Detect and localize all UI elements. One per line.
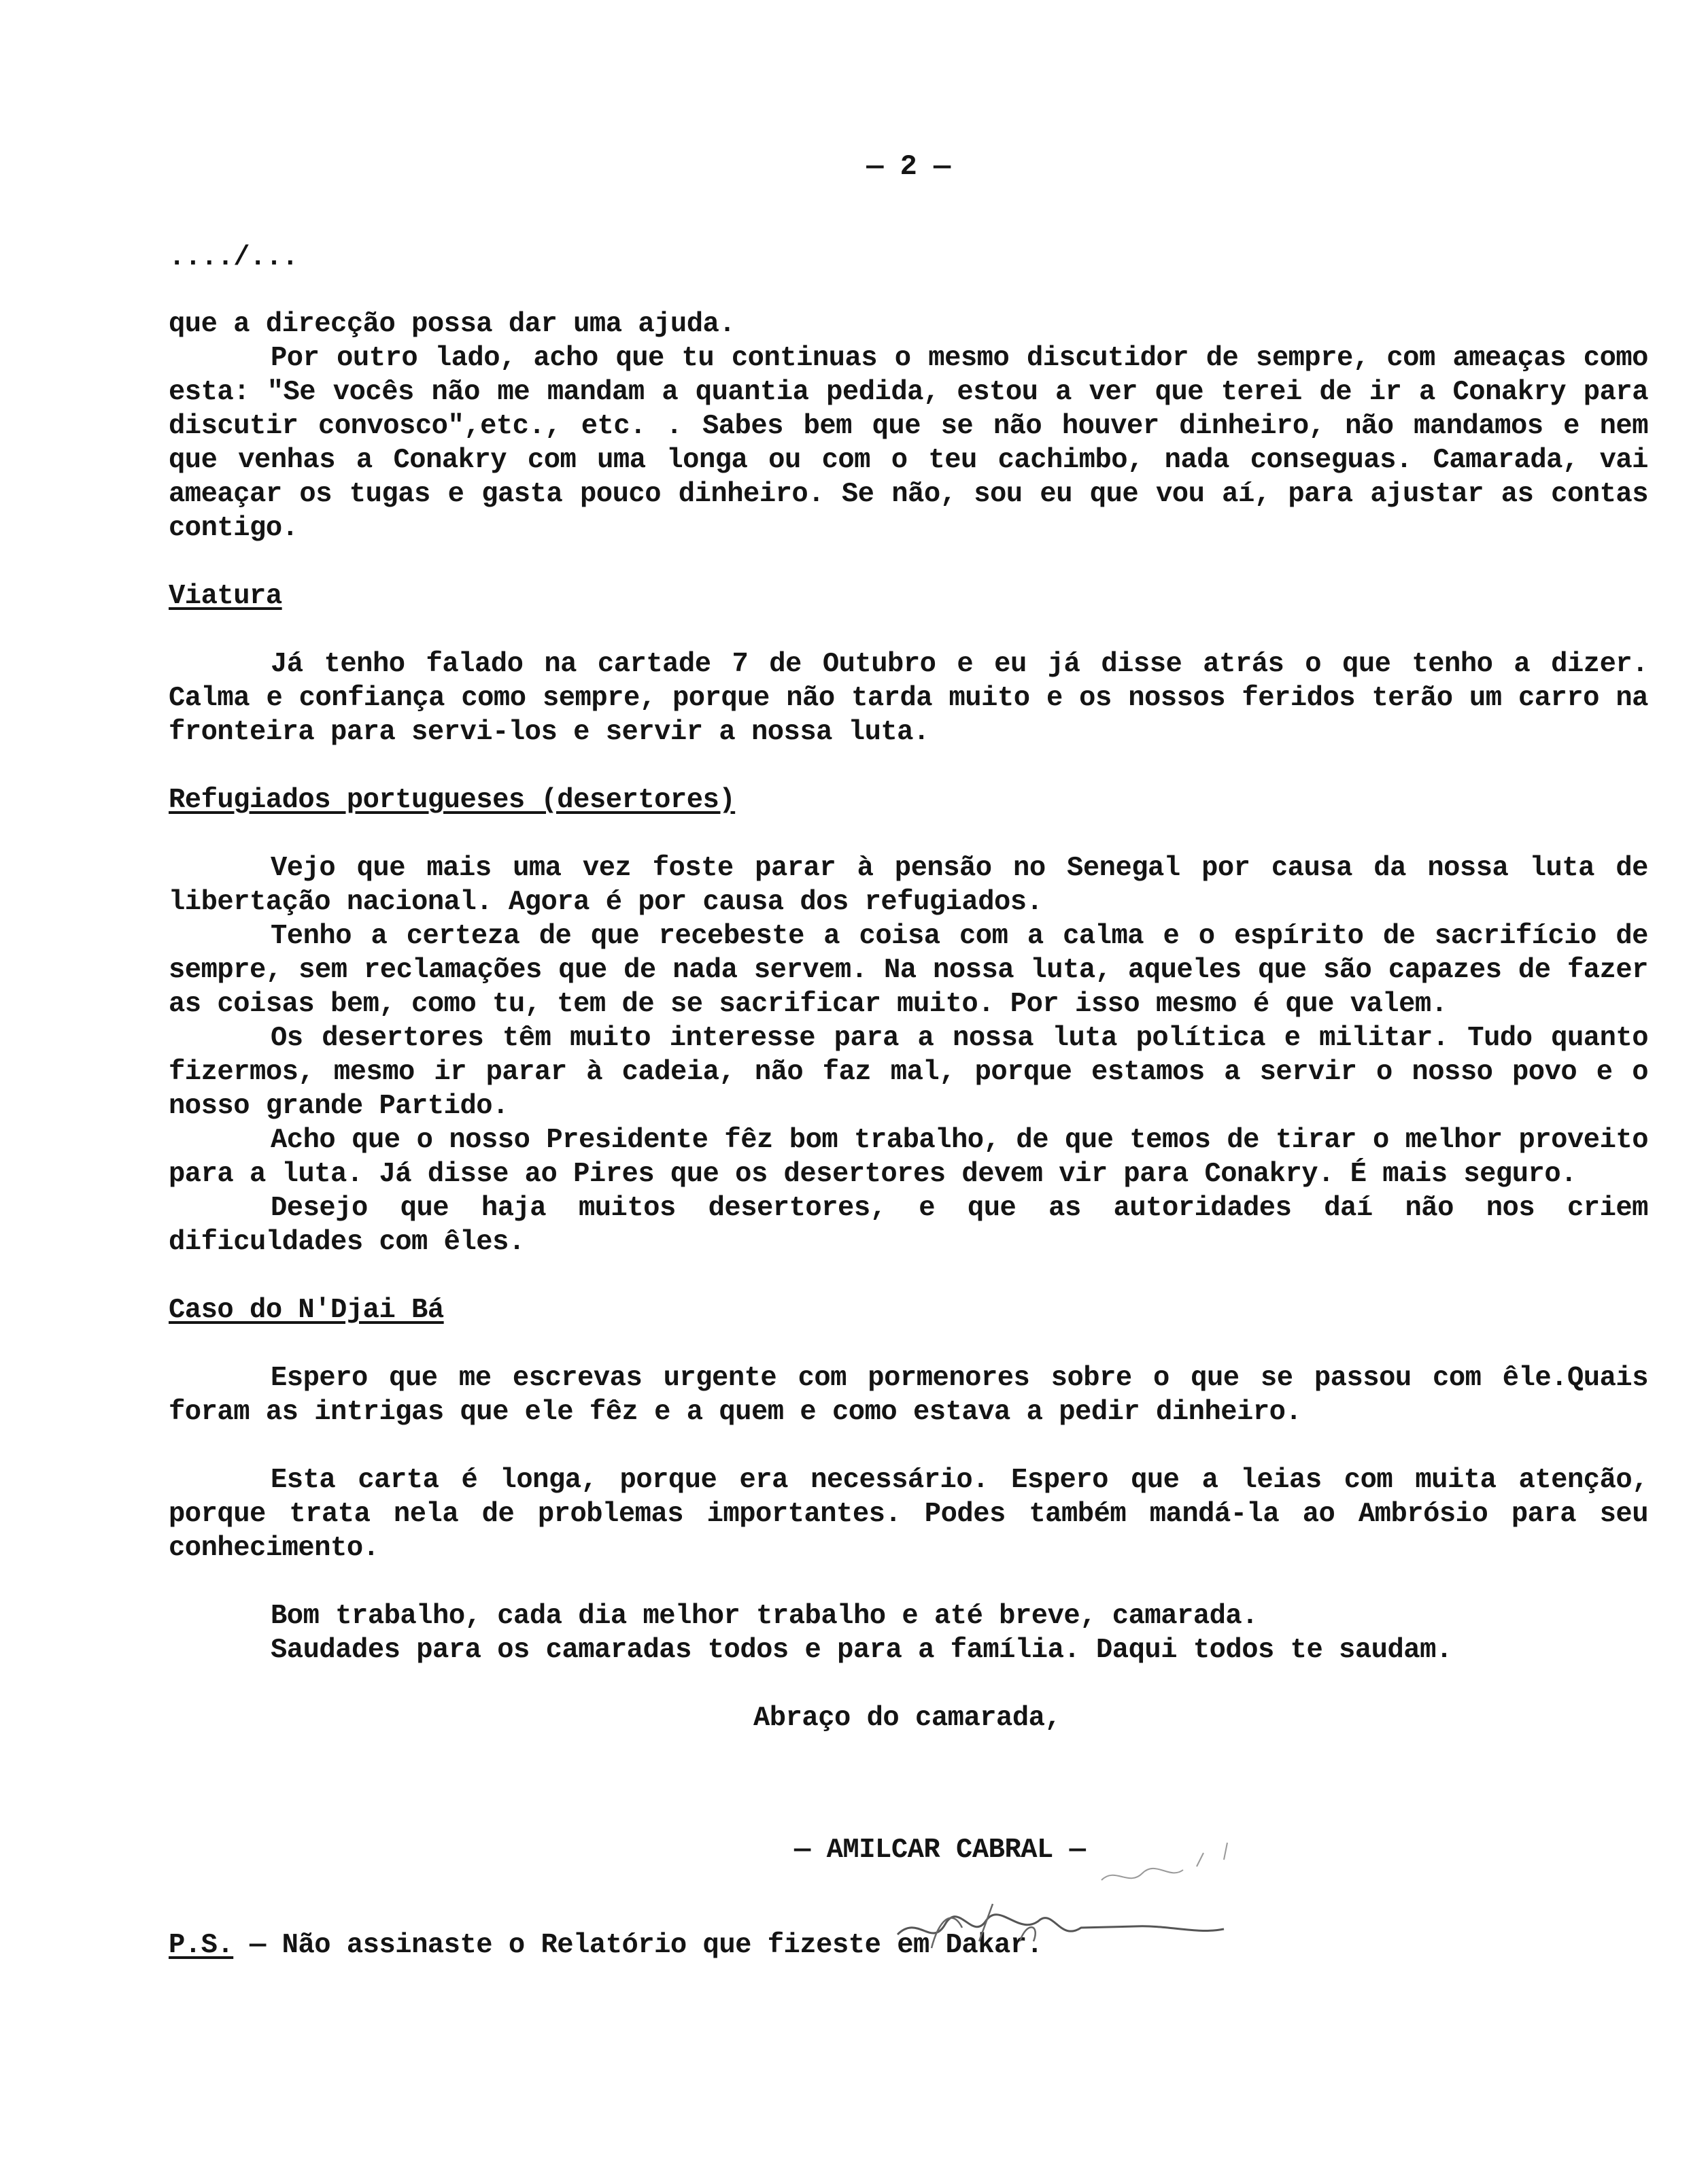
handwritten-signature — [816, 1839, 1251, 1975]
intro-paragraph-1: que a direcção possa dar uma ajuda. — [169, 309, 736, 340]
section-heading-viatura: Viatura — [169, 581, 282, 612]
farewell-line-2: Saudades para os camaradas todos e para a família. Daqui todos te saudam. — [271, 1635, 1452, 1666]
closing-paragraph-1: Esta carta é longa, porque era necessário. Espero que a leias com muita atenção, porque trata nela de problemas importantes. Podes também mandá-la ao Ambrósio para seu conhecimento. — [169, 1465, 1648, 1564]
viatura-paragraph-1: Já tenho falado na cartade 7 de Outubro e eu já disse atrás o que tenho a dizer. Calma e confiança como sempre, porque não tarda muito e os nossos feridos terão um carro na fronteira para servi-los e servir a nossa luta. — [169, 649, 1648, 748]
farewell-line-1: Bom trabalho, cada dia melhor trabalho e até breve, camarada. — [271, 1601, 1259, 1632]
caso-paragraph-1: Espero que me escrevas urgente com pormenores sobre o que se passou com êle.Quais foram as intrigas que ele fêz e a quem e como estava a pedir dinheiro. — [169, 1363, 1648, 1428]
refugiados-paragraph-1: Vejo que mais uma vez foste parar à pensão no Senegal por causa da nossa luta de libertação nacional. Agora é por causa dos refugiados. — [169, 853, 1648, 918]
page-number: — 2 — — [866, 150, 951, 183]
closing-salutation: Abraço do camarada, — [753, 1703, 1061, 1734]
refugiados-paragraph-3: Os desertores têm muito interesse para a nossa luta política e militar. Tudo quanto fizermos, mesmo ir parar à cadeia, não faz mal, porque estamos a servir o nosso povo e o nosso grande Partido. — [169, 1023, 1648, 1122]
signature-name: — AMILCAR CABRAL — — [794, 1835, 1086, 1866]
continuation-marker: ..../... — [169, 242, 298, 273]
postscript-label: P.S. — [169, 1930, 234, 1961]
refugiados-paragraph-5: Desejo que haja muitos desertores, e que as autoridades daí não nos criem dificuldades com êles. — [169, 1193, 1648, 1258]
letter-body — [169, 150, 1648, 1962]
section-heading-refugiados: Refugiados portugueses (desertores) — [169, 785, 736, 816]
section-heading-caso-ndjai-ba: Caso do N'Djai Bá — [169, 1295, 444, 1326]
refugiados-paragraph-2: Tenho a certeza de que recebeste a coisa com a calma e o espírito de sacrifício de sempre, sem reclamações que de nada servem. Na nossa luta, aqueles que são capazes de fazer as coisas bem, como tu, tem de se sacrificar muito. Por isso mesmo é que valem. — [169, 921, 1648, 1020]
refugiados-paragraph-4: Acho que o nosso Presidente fêz bom trabalho, de que temos de tirar o melhor proveito para a luta. Já disse ao Pires que os desertores devem vir para Conakry. É mais seguro. — [169, 1125, 1648, 1190]
postscript-text: — Não assinaste o Relatório que fizeste em Dakar. — [250, 1930, 1043, 1961]
intro-paragraph-2: Por outro lado, acho que tu continuas o mesmo discutidor de sempre, com ameaças como esta: "Se vocês não me mandam a quantia pedida, estou a ver que terei de ir a Conakry para discutir convosco",etc., etc. . Sabes bem que se não houver dinheiro, não mandamos e nem que venhas a Conakry com uma longa ou com o teu cachimbo, nada conseguas. Camarada, vai ameaçar os tugas e gasta pouco dinheiro. Se não, sou eu que vou aí, para ajustar as contas contigo. — [169, 343, 1648, 544]
